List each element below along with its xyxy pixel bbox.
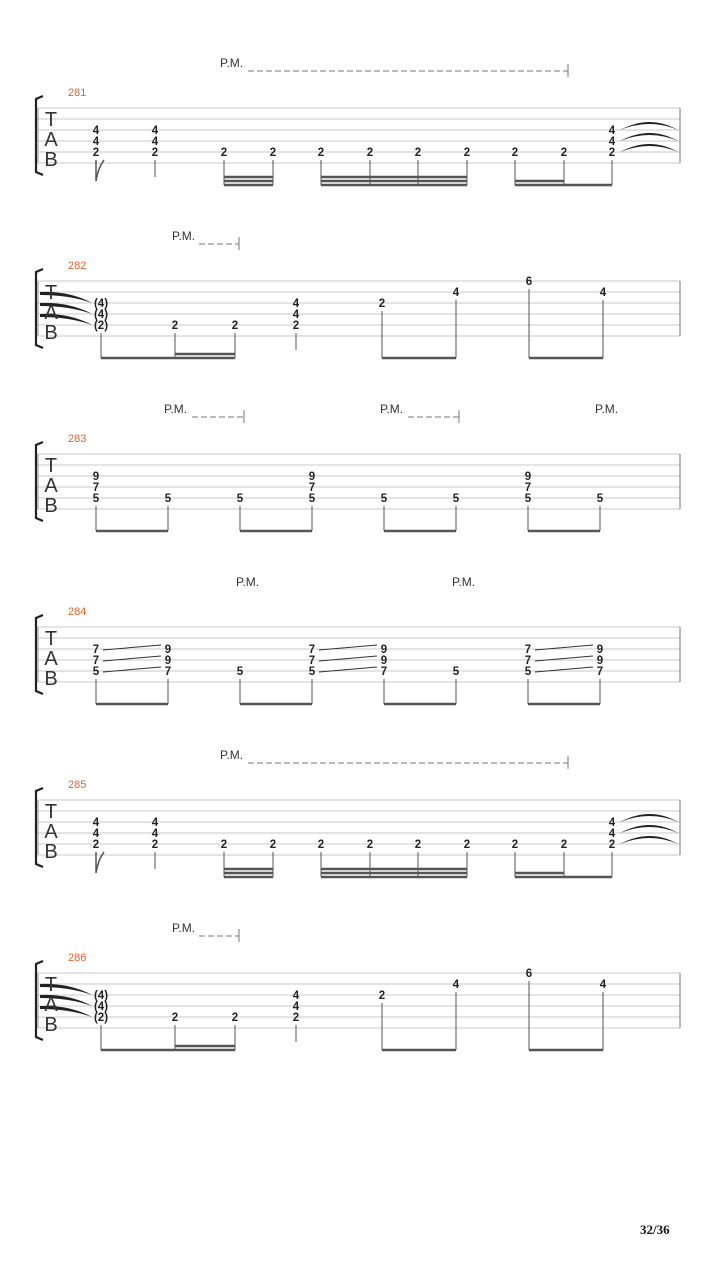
fret-number: 7 (92, 644, 100, 656)
measure-number: 284 (68, 606, 87, 618)
fret-number: 4 (292, 990, 300, 1002)
fret-number: 2 (317, 839, 325, 851)
tab-letter: B (44, 495, 58, 517)
fret-number: 5 (596, 493, 604, 505)
palm-mute-label: P.M. (164, 402, 188, 416)
palm-mute-label: P.M. (220, 56, 244, 70)
fret-number: 2 (220, 839, 228, 851)
fret-number: 9 (164, 655, 172, 667)
tie-arc (620, 122, 678, 130)
fret-number: 4 (599, 979, 607, 991)
measure-number: 286 (68, 952, 87, 964)
tab-letter: T (44, 628, 58, 650)
fret-number: 5 (452, 666, 460, 678)
fret-number: 7 (524, 644, 532, 656)
fret-number: 7 (308, 644, 316, 656)
tab-letter: A (44, 475, 58, 497)
tab-letter: B (44, 1014, 58, 1036)
palm-mute-label: P.M. (595, 402, 619, 416)
tie-arc (620, 144, 678, 152)
tab-letter: A (44, 821, 58, 843)
fret-number: 4 (292, 298, 300, 310)
fret-number: 7 (308, 482, 316, 494)
tie-arc (620, 825, 678, 833)
fret-number: 2 (92, 147, 100, 159)
fret-number: 2 (92, 839, 100, 851)
tab-letter: T (44, 974, 58, 996)
fret-number: 7 (524, 482, 532, 494)
tab-system (36, 410, 680, 531)
fret-number: (4) (93, 1001, 109, 1013)
tab-letter: T (44, 801, 58, 823)
fret-number: 5 (524, 666, 532, 678)
fret-number: 7 (92, 655, 100, 667)
tab-letter: A (44, 302, 58, 324)
tab-letter: B (44, 668, 58, 690)
tab-system (36, 756, 680, 877)
fret-number: 7 (308, 655, 316, 667)
fret-number: 4 (151, 817, 159, 829)
palm-mute-label: P.M. (172, 229, 196, 243)
fret-number: 5 (524, 493, 532, 505)
fret-number: 4 (92, 817, 100, 829)
fret-number: 5 (452, 493, 460, 505)
fret-number: 4 (151, 828, 159, 840)
fret-number: 4 (608, 828, 616, 840)
fret-number: 9 (596, 655, 604, 667)
tab-letter: A (44, 994, 58, 1016)
tab-system (36, 237, 680, 358)
fret-number: 2 (366, 839, 374, 851)
tab-system (36, 64, 680, 185)
fret-number: 4 (292, 309, 300, 321)
fret-number: 2 (171, 320, 179, 332)
tie-arc (620, 836, 678, 844)
tie-arc (620, 814, 678, 822)
fret-number: 4 (452, 979, 460, 991)
fret-number: 2 (151, 839, 159, 851)
fret-number: 9 (524, 471, 532, 483)
palm-mute-label: P.M. (380, 402, 404, 416)
fret-number: 5 (92, 493, 100, 505)
tie-arc (620, 133, 678, 141)
tab-system (36, 929, 680, 1050)
fret-number: 5 (308, 666, 316, 678)
fret-number: 4 (608, 125, 616, 137)
fret-number: 2 (608, 839, 616, 851)
fret-number: 5 (380, 493, 388, 505)
fret-number: 2 (511, 147, 519, 159)
tab-letter: A (44, 648, 58, 670)
fret-number: 2 (292, 320, 300, 332)
tab-letter: A (44, 129, 58, 151)
fret-number: 4 (151, 125, 159, 137)
fret-number: 2 (292, 1012, 300, 1024)
fret-number: 4 (92, 125, 100, 137)
fret-number: 2 (378, 298, 386, 310)
tab-letter: T (44, 282, 58, 304)
fret-number: 9 (164, 644, 172, 656)
fret-number: 2 (151, 147, 159, 159)
palm-mute-label: P.M. (452, 575, 476, 589)
palm-mute-label: P.M. (220, 748, 244, 762)
tab-system (36, 615, 680, 704)
fret-number: 6 (525, 276, 533, 288)
tab-letter: B (44, 322, 58, 344)
fret-number: 4 (599, 287, 607, 299)
fret-number: 9 (308, 471, 316, 483)
fret-number: 5 (308, 493, 316, 505)
fret-number: 9 (380, 644, 388, 656)
fret-number: 7 (92, 482, 100, 494)
fret-number: 2 (378, 990, 386, 1002)
tab-letter: T (44, 109, 58, 131)
fret-number: 7 (164, 666, 172, 678)
fret-number: 2 (317, 147, 325, 159)
fret-number: 2 (269, 839, 277, 851)
measure-number: 282 (68, 260, 87, 272)
fret-number: 4 (151, 136, 159, 148)
fret-number: 2 (269, 147, 277, 159)
fret-number: 9 (596, 644, 604, 656)
fret-number: 5 (236, 666, 244, 678)
fret-number: 4 (92, 136, 100, 148)
measure-number: 281 (68, 87, 87, 99)
fret-number: 5 (92, 666, 100, 678)
fret-number: 2 (463, 839, 471, 851)
fret-number: (4) (93, 309, 109, 321)
tab-letter: T (44, 455, 58, 477)
fret-number: 4 (452, 287, 460, 299)
palm-mute-label: P.M. (172, 921, 196, 935)
fret-number: 2 (171, 1012, 179, 1024)
fret-number: 2 (560, 147, 568, 159)
measure-number: 283 (68, 433, 87, 445)
fret-number: 2 (560, 839, 568, 851)
fret-number: 7 (596, 666, 604, 678)
fret-number: 6 (525, 968, 533, 980)
fret-number: 5 (236, 493, 244, 505)
fret-number: (2) (93, 1012, 109, 1024)
tab-letter: B (44, 149, 58, 171)
measure-number: 285 (68, 779, 87, 791)
fret-number: 4 (292, 1001, 300, 1013)
fret-number: 2 (366, 147, 374, 159)
fret-number: 2 (463, 147, 471, 159)
fret-number: 7 (380, 666, 388, 678)
fret-number: 9 (92, 471, 100, 483)
fret-number: 2 (231, 1012, 239, 1024)
fret-number: 4 (608, 136, 616, 148)
fret-number: 2 (220, 147, 228, 159)
fret-number: 2 (511, 839, 519, 851)
fret-number: (4) (93, 990, 109, 1002)
fret-number: 2 (414, 839, 422, 851)
fret-number: 2 (608, 147, 616, 159)
tab-letter: B (44, 841, 58, 863)
page-number: 32/36 (640, 1222, 670, 1237)
fret-number: (2) (93, 320, 109, 332)
palm-mute-label: P.M. (236, 575, 260, 589)
fret-number: 4 (608, 817, 616, 829)
fret-number: 2 (414, 147, 422, 159)
fret-number: 9 (380, 655, 388, 667)
fret-number: 5 (164, 493, 172, 505)
fret-number: 2 (231, 320, 239, 332)
fret-number: 7 (524, 655, 532, 667)
fret-number: 4 (92, 828, 100, 840)
fret-number: (4) (93, 298, 109, 310)
